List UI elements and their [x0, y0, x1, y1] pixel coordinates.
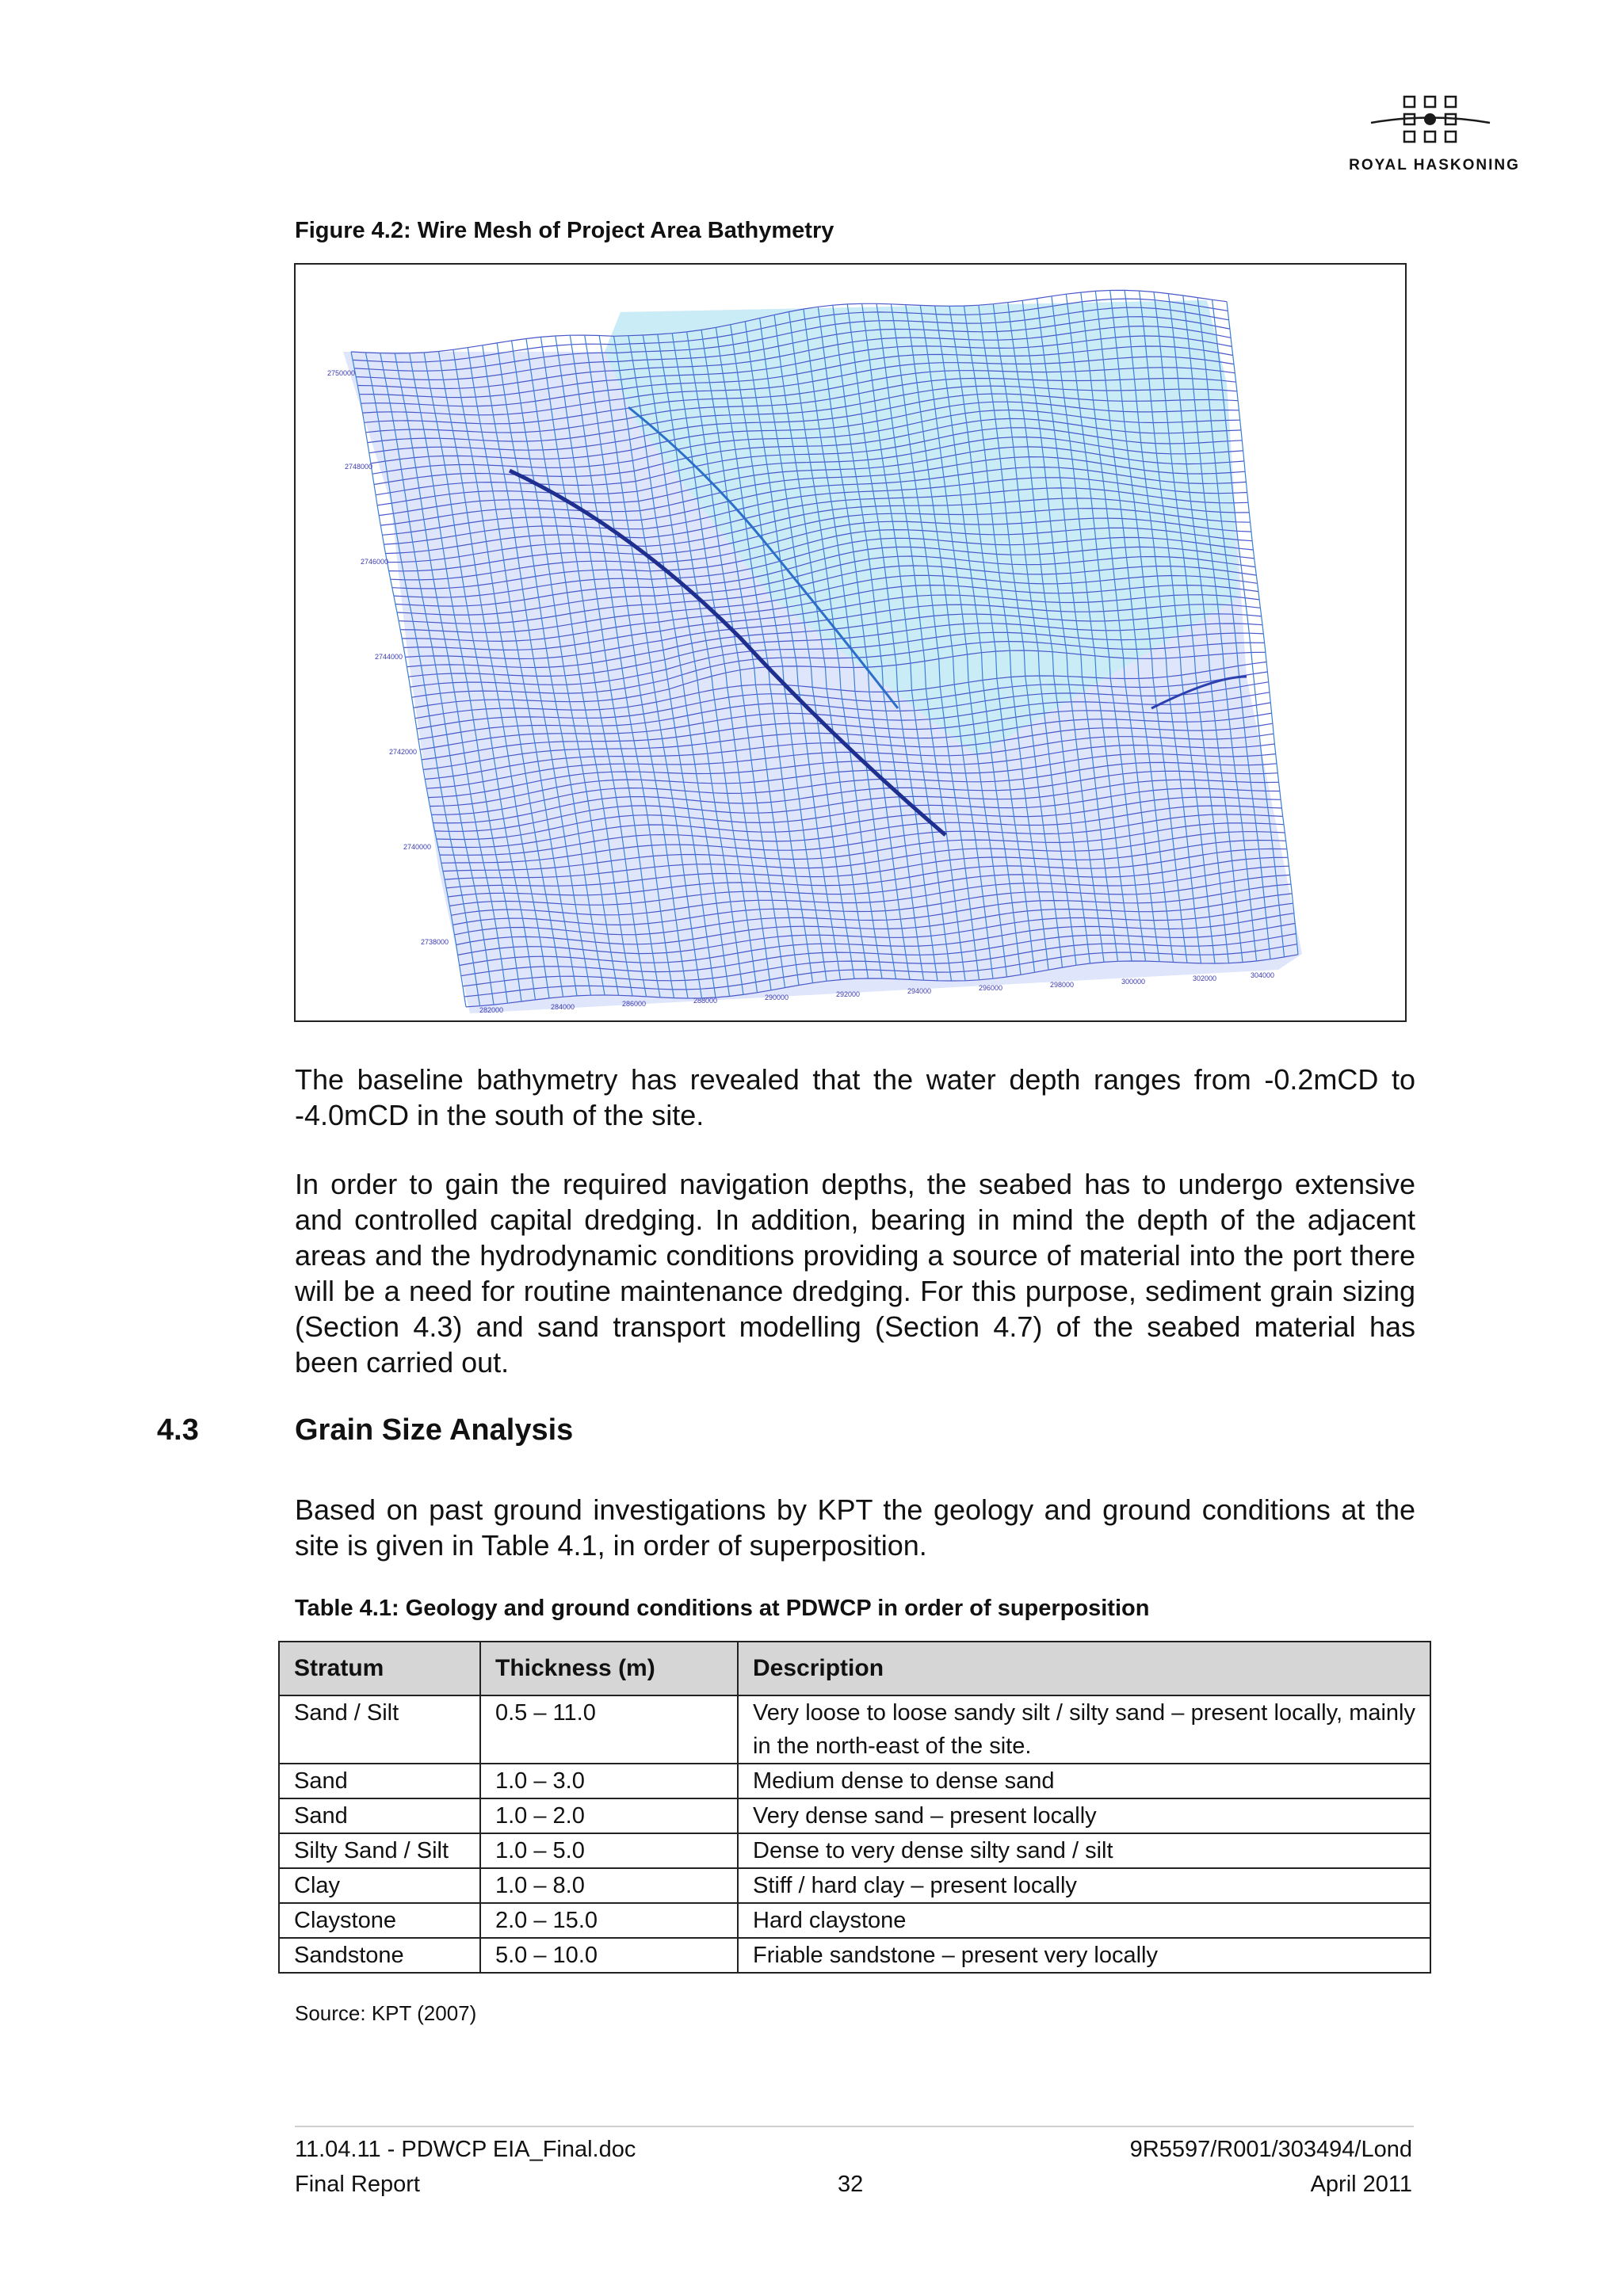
table-row [279, 1868, 1430, 1903]
wire-mesh-bathymetry-icon [296, 265, 1405, 1020]
royal-haskoning-logo [1339, 87, 1529, 174]
svg-text:304000: 304000 [1251, 971, 1275, 979]
cell-stratum: Sandstone [279, 1938, 480, 1973]
section-number: 4.3 [157, 1413, 199, 1447]
svg-text:284000: 284000 [551, 1003, 575, 1011]
svg-text:292000: 292000 [836, 990, 861, 998]
svg-text:294000: 294000 [907, 987, 932, 995]
geology-table [278, 1641, 1431, 1974]
header-stratum: Stratum [279, 1642, 480, 1695]
page-number: 32 [838, 2172, 864, 2197]
logo-text: ROYAL HASKONING [1349, 157, 1520, 174]
footer-filename: 11.04.11 - PDWCP EIA_Final.doc [295, 2137, 636, 2162]
cell-thickness: 0.5 – 11.0 [480, 1695, 738, 1764]
header-thickness: Thickness (m) [480, 1642, 738, 1695]
cell-thickness: 1.0 – 3.0 [480, 1764, 738, 1798]
svg-text:2746000: 2746000 [361, 558, 389, 566]
section-title: Grain Size Analysis [295, 1413, 574, 1447]
header-description: Description [738, 1642, 1430, 1695]
figure-caption: Figure 4.2: Wire Mesh of Project Area Bathymetry [295, 218, 834, 243]
table-header-row [279, 1642, 1430, 1695]
cell-thickness: 2.0 – 15.0 [480, 1903, 738, 1938]
svg-text:286000: 286000 [622, 1000, 647, 1008]
cell-thickness: 5.0 – 10.0 [480, 1938, 738, 1973]
footer-date: April 2011 [1310, 2172, 1412, 2197]
svg-text:2748000: 2748000 [345, 463, 373, 471]
svg-text:2740000: 2740000 [403, 843, 432, 851]
cell-stratum: Silty Sand / Silt [279, 1833, 480, 1868]
table-caption: Table 4.1: Geology and ground conditions at PDWCP in order of superposition [295, 1596, 1150, 1621]
table-row [279, 1903, 1430, 1938]
svg-text:2744000: 2744000 [375, 653, 403, 661]
footer-divider [295, 2126, 1414, 2127]
paragraph-dredging: In order to gain the required navigation depths, the seabed has to undergo extensive and controlled capital dredging. In addition, bearing in mind the depth of the adjacent areas and the hydrodynamic conditions providing a source of material into the port there will be a need for routine maintenance dredging. For this purpose, sediment grain sizing (Section 4.3) and sand transport modelling (Section 4.7) of the seabed material has been carried out. [295, 1168, 1415, 1379]
svg-text:2750000: 2750000 [327, 369, 356, 377]
cell-stratum: Claystone [279, 1903, 480, 1938]
cell-thickness: 1.0 – 5.0 [480, 1833, 738, 1868]
cell-description: Dense to very dense silty sand / silt [738, 1833, 1430, 1868]
table-row [279, 1938, 1430, 1973]
table-row [279, 1833, 1430, 1868]
paragraph-ground-investigations: Based on past ground investigations by KPT the geology and ground conditions at the site is given in Table 4.1, in order of superposition. [295, 1493, 1415, 1562]
table-row [279, 1695, 1430, 1764]
cell-stratum: Sand [279, 1798, 480, 1833]
table-row [279, 1764, 1430, 1798]
svg-text:2738000: 2738000 [421, 938, 449, 946]
table-row [279, 1798, 1430, 1833]
wire-mesh-bathymetry-figure [294, 263, 1407, 1022]
cell-stratum: Sand [279, 1764, 480, 1798]
footer-report-type: Final Report [295, 2172, 420, 2197]
svg-text:290000: 290000 [765, 994, 789, 1001]
svg-text:300000: 300000 [1121, 978, 1146, 986]
logo-mark-icon [1339, 87, 1529, 158]
svg-text:296000: 296000 [979, 984, 1003, 992]
paragraph-bathymetry-range: The baseline bathymetry has revealed that the water depth ranges from -0.2mCD to -4.0mCD in the south of the site. [295, 1063, 1415, 1131]
cell-description: Medium dense to dense sand [738, 1764, 1430, 1798]
cell-description: Friable sandstone – present very locally [738, 1938, 1430, 1973]
cell-description: Very dense sand – present locally [738, 1798, 1430, 1833]
footer-reference: 9R5597/R001/303494/Lond [1129, 2137, 1412, 2162]
svg-text:302000: 302000 [1193, 974, 1217, 982]
cell-thickness: 1.0 – 2.0 [480, 1798, 738, 1833]
svg-text:298000: 298000 [1050, 981, 1075, 989]
cell-description: Very loose to loose sandy silt / silty sand – present locally, mainly in the north-east of the site. [738, 1695, 1430, 1764]
svg-text:288000: 288000 [693, 997, 718, 1005]
cell-description: Hard claystone [738, 1903, 1430, 1938]
cell-thickness: 1.0 – 8.0 [480, 1868, 738, 1903]
cell-stratum: Clay [279, 1868, 480, 1903]
table-source: Source: KPT (2007) [295, 2001, 477, 2025]
cell-stratum: Sand / Silt [279, 1695, 480, 1764]
svg-text:282000: 282000 [479, 1006, 504, 1014]
cell-description: Stiff / hard clay – present locally [738, 1868, 1430, 1903]
svg-text:2742000: 2742000 [389, 748, 418, 756]
